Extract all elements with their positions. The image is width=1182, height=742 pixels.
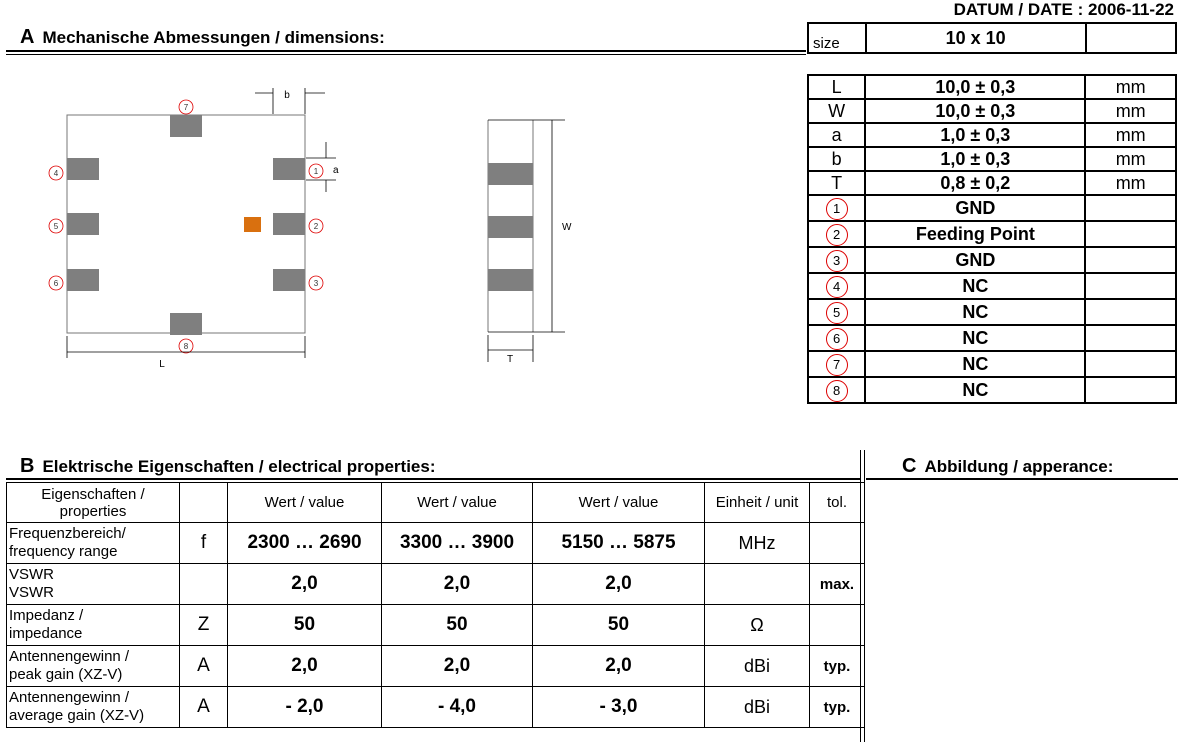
dim-T-label: T (506, 354, 514, 365)
size-extra-cell (1086, 23, 1176, 53)
pin-row (808, 195, 1176, 221)
pad-4 (67, 158, 99, 180)
dim-L-label: L (159, 359, 165, 370)
pin-number: 5 (826, 302, 848, 324)
pin-number: 2 (826, 224, 848, 246)
electrical-row (7, 687, 865, 728)
electrical-row (7, 605, 865, 646)
value-band-3: - 3,0 (533, 687, 705, 728)
pin-number-cell (808, 273, 865, 299)
section-a-letter: A (20, 26, 35, 48)
pin-row (808, 377, 1176, 403)
svg-text:3: 3 (313, 279, 319, 288)
col-header-value-2: Wert / value (382, 483, 533, 523)
pin-extra-cell (1085, 273, 1176, 299)
pad-3 (273, 269, 305, 291)
pin-function: NC (865, 351, 1085, 377)
property-symbol: Z (180, 605, 228, 646)
electrical-row (7, 564, 865, 605)
pin-function: NC (865, 299, 1085, 325)
pin-number: 3 (826, 250, 848, 272)
dimension-value: 10,0 ± 0,3 (865, 99, 1085, 123)
property-unit: Ω (705, 605, 810, 646)
dimension-unit: mm (1085, 75, 1176, 99)
value-band-2: - 4,0 (382, 687, 533, 728)
section-b-title (20, 455, 436, 478)
value-band-1: - 2,0 (228, 687, 382, 728)
pin-number-cell (808, 377, 865, 403)
svg-text:8: 8 (183, 342, 189, 351)
value-band-3: 5150 … 5875 (533, 523, 705, 564)
section-c-letter: C (902, 455, 917, 477)
pin-function: NC (865, 325, 1085, 351)
property-label (7, 564, 180, 605)
dimension-value: 1,0 ± 0,3 (865, 147, 1085, 171)
dimension-row (808, 99, 1176, 123)
value-band-3: 2,0 (533, 564, 705, 605)
side-pad-3 (488, 269, 533, 291)
property-tolerance: max. (810, 564, 865, 605)
electrical-row (7, 646, 865, 687)
svg-text:7: 7 (183, 103, 189, 112)
electrical-row (7, 523, 865, 564)
value-band-1: 2300 … 2690 (228, 523, 382, 564)
property-tolerance: typ. (810, 646, 865, 687)
value-band-2: 50 (382, 605, 533, 646)
property-symbol: f (180, 523, 228, 564)
dim-b-label: b (284, 90, 290, 101)
feed-marker (244, 217, 261, 232)
value-band-1: 2,0 (228, 646, 382, 687)
dimension-value: 10,0 ± 0,3 (865, 75, 1085, 99)
pin-extra-cell (1085, 299, 1176, 325)
dimension-symbol: W (808, 99, 865, 123)
pin-row (808, 247, 1176, 273)
svg-text:5: 5 (53, 222, 59, 231)
section-a-heading: Mechanische Abmessungen / dimensions: (42, 28, 385, 47)
value-band-2: 3300 … 3900 (382, 523, 533, 564)
property-label (7, 687, 180, 728)
property-label-text: Impedanz / impedance (9, 607, 84, 642)
component-outline (67, 115, 305, 333)
property-tolerance (810, 523, 865, 564)
property-unit: MHz (705, 523, 810, 564)
pin-row (808, 325, 1176, 351)
section-b-rule (6, 478, 860, 480)
svg-text:4: 4 (53, 169, 59, 178)
pad-7 (170, 115, 202, 137)
property-label-text: Frequenzbereich/ frequency range (9, 525, 126, 560)
dimension-value: 0,8 ± 0,2 (865, 171, 1085, 195)
pin-function: Feeding Point (865, 221, 1085, 247)
pin-extra-cell (1085, 195, 1176, 221)
size-value: 10 x 10 (866, 23, 1086, 53)
pin-number: 4 (826, 276, 848, 298)
pad-6 (67, 269, 99, 291)
pin-extra-cell (1085, 247, 1176, 273)
side-pad-2 (488, 216, 533, 238)
pin-row (808, 273, 1176, 299)
pin-number-cell (808, 299, 865, 325)
pin-row (808, 351, 1176, 377)
dimension-symbol: L (808, 75, 865, 99)
value-band-2: 2,0 (382, 646, 533, 687)
dimension-row (808, 123, 1176, 147)
value-band-1: 2,0 (228, 564, 382, 605)
section-a-rule (6, 50, 806, 52)
section-a-rule-2 (6, 54, 806, 55)
col-header-properties (7, 483, 180, 523)
pin-row (808, 221, 1176, 247)
pad-8 (170, 313, 202, 335)
dimension-symbol: a (808, 123, 865, 147)
col-header-unit: Einheit / unit (705, 483, 810, 523)
pin-extra-cell (1085, 221, 1176, 247)
property-symbol: A (180, 687, 228, 728)
property-unit: dBi (705, 687, 810, 728)
col-header-value-3: Wert / value (533, 483, 705, 523)
pin-number-cell (808, 351, 865, 377)
section-c-rule (866, 478, 1178, 480)
pin-number: 8 (826, 380, 848, 402)
property-label-text: Antennengewinn / peak gain (XZ-V) (9, 648, 130, 683)
size-table (807, 22, 1177, 54)
property-label (7, 646, 180, 687)
value-band-2: 2,0 (382, 564, 533, 605)
property-unit (705, 564, 810, 605)
property-symbol: A (180, 646, 228, 687)
dimensions-table (807, 74, 1177, 404)
dimension-symbol: T (808, 171, 865, 195)
pad-2 (273, 213, 305, 235)
dim-a-label: a (333, 165, 339, 176)
section-b-heading: Elektrische Eigenschaften / electrical properties: (42, 457, 436, 476)
pin-function: GND (865, 247, 1085, 273)
property-label (7, 523, 180, 564)
dimension-unit: mm (1085, 99, 1176, 123)
dimension-unit: mm (1085, 147, 1176, 171)
pin-extra-cell (1085, 377, 1176, 403)
pin-number-cell (808, 221, 865, 247)
col-header-tol: tol. (810, 483, 865, 523)
pin-row (808, 299, 1176, 325)
pin-extra-cell (1085, 351, 1176, 377)
col-header-symbol (180, 483, 228, 523)
svg-text:1: 1 (313, 167, 319, 176)
value-band-3: 2,0 (533, 646, 705, 687)
pin-number: 1 (826, 198, 848, 220)
document-date: DATUM / DATE : 2006-11-22 (953, 0, 1174, 19)
dimension-symbol: b (808, 147, 865, 171)
mechanical-drawing (40, 80, 600, 380)
pin-number: 6 (826, 328, 848, 350)
pad-1 (273, 158, 305, 180)
side-pad-1 (488, 163, 533, 185)
pin-number: 7 (826, 354, 848, 376)
value-band-3: 50 (533, 605, 705, 646)
dimension-unit: mm (1085, 123, 1176, 147)
value-band-1: 50 (228, 605, 382, 646)
section-a-title (20, 26, 385, 49)
property-label (7, 605, 180, 646)
svg-text:2: 2 (313, 222, 319, 231)
pin-number-cell (808, 247, 865, 273)
dimension-row (808, 147, 1176, 171)
property-label-text: VSWR VSWR (9, 566, 54, 601)
section-b-letter: B (20, 455, 35, 477)
col-header-value-1: Wert / value (228, 483, 382, 523)
dim-W-label: W (562, 222, 572, 233)
electrical-header-row (7, 483, 865, 523)
pad-5 (67, 213, 99, 235)
electrical-table (6, 482, 865, 728)
pin-function: NC (865, 377, 1085, 403)
dimension-row (808, 75, 1176, 99)
section-c-title (902, 455, 1113, 478)
size-label: size (808, 23, 866, 53)
property-label-text: Antennengewinn / average gain (XZ-V) (9, 689, 145, 724)
dimension-row (808, 171, 1176, 195)
pin-function: GND (865, 195, 1085, 221)
pin-number-cell (808, 325, 865, 351)
property-unit: dBi (705, 646, 810, 687)
property-tolerance (810, 605, 865, 646)
dimension-value: 1,0 ± 0,3 (865, 123, 1085, 147)
property-symbol (180, 564, 228, 605)
section-c-heading: Abbildung / apperance: (924, 457, 1114, 476)
dimension-unit: mm (1085, 171, 1176, 195)
pin-extra-cell (1085, 325, 1176, 351)
pin-function: NC (865, 273, 1085, 299)
pin-number-cell (808, 195, 865, 221)
col-header-properties-text: Eigenschaften / properties (41, 485, 145, 520)
property-tolerance: typ. (810, 687, 865, 728)
svg-text:6: 6 (53, 279, 59, 288)
